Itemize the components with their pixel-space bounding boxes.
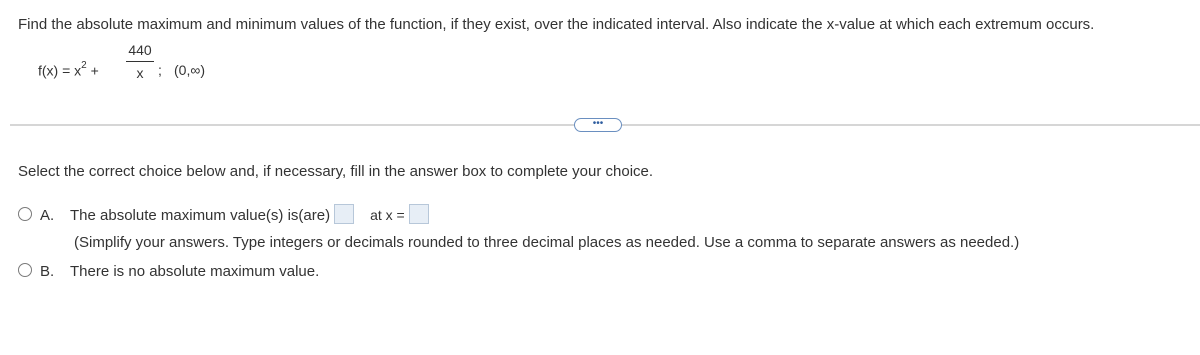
function-base: f(x) = x	[38, 62, 82, 79]
function-exponent: 2	[81, 60, 87, 71]
fraction-numerator: 440	[128, 42, 152, 58]
fraction-bar	[126, 61, 154, 62]
choice-a-letter: A.	[40, 206, 55, 224]
function-plus: +	[86, 62, 99, 79]
more-button[interactable]: •••	[574, 118, 622, 132]
choice-b-letter: B.	[40, 263, 55, 280]
question-text: Find the absolute maximum and minimum values of the function, if they exist, over the indicated interval. Also indicate the x-value at which each extremum occurs.	[18, 16, 1095, 33]
function-expression	[38, 42, 258, 86]
choice-b-text: There is no absolute maximum value.	[70, 263, 320, 280]
choice-a-note: (Simplify your answers. Type integers or decimals rounded to three decimal places as needed. Use a comma to separate answers as needed.)	[74, 234, 1020, 251]
instruction-text: Select the correct choice below and, if necessary, fill in the answer box to complete your choice.	[18, 163, 654, 180]
choice-b[interactable]	[18, 263, 319, 280]
interval: (0,∞)	[174, 62, 205, 78]
choice-a-text: The absolute maximum value(s) is(are)	[70, 206, 331, 224]
radio-b[interactable]	[18, 263, 32, 277]
max-value-input[interactable]	[334, 204, 354, 224]
fraction	[126, 42, 154, 81]
radio-a[interactable]	[18, 207, 32, 221]
function-separator: ;	[158, 62, 162, 78]
choice-a[interactable]	[18, 206, 433, 226]
x-value-input[interactable]	[409, 204, 429, 224]
function-lhs	[38, 62, 99, 79]
fraction-denominator: x	[136, 65, 144, 81]
at-x-label: at x =	[370, 206, 405, 223]
